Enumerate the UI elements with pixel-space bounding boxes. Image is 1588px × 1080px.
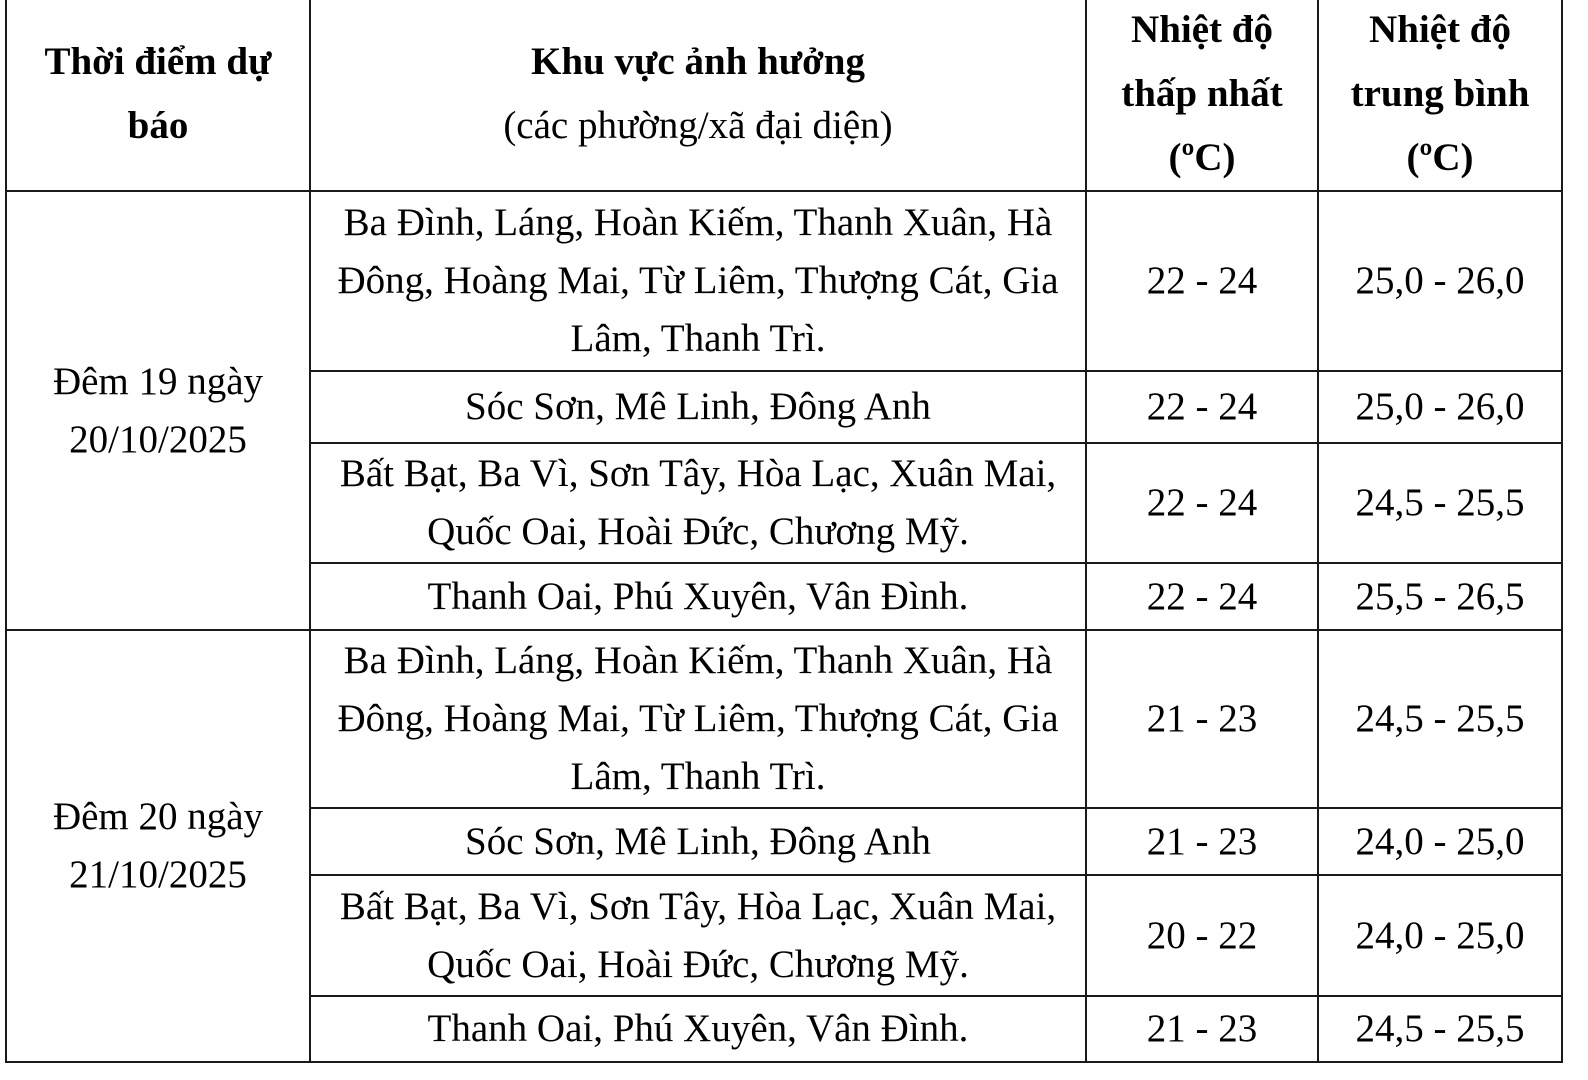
avg-temp-cell: 24,5 - 25,5 bbox=[1318, 996, 1562, 1062]
area-cell: Ba Đình, Láng, Hoàn Kiếm, Thanh Xuân, Hà Đông, Hoàng Mai, Từ Liêm, Thượng Cát, Gia Lâm, Thanh Trì. bbox=[310, 191, 1086, 371]
min-temp-cell: 20 - 22 bbox=[1086, 875, 1318, 996]
min-temp-cell: 22 - 24 bbox=[1086, 443, 1318, 563]
min-temp-cell: 21 - 23 bbox=[1086, 808, 1318, 875]
avg-temp-cell: 25,0 - 26,0 bbox=[1318, 191, 1562, 371]
min-temp-cell: 22 - 24 bbox=[1086, 191, 1318, 371]
avg-temp-cell: 25,0 - 26,0 bbox=[1318, 371, 1562, 443]
area-cell: Ba Đình, Láng, Hoàn Kiếm, Thanh Xuân, Hà Đông, Hoàng Mai, Từ Liêm, Thượng Cát, Gia Lâm, Thanh Trì. bbox=[310, 630, 1086, 808]
area-cell: Bất Bạt, Ba Vì, Sơn Tây, Hòa Lạc, Xuân Mai, Quốc Oai, Hoài Đức, Chương Mỹ. bbox=[310, 443, 1086, 563]
avg-temp-cell: 25,5 - 26,5 bbox=[1318, 563, 1562, 630]
header-time: Thời điểm dự báo bbox=[6, 0, 310, 191]
area-cell: Thanh Oai, Phú Xuyên, Vân Đình. bbox=[310, 996, 1086, 1062]
avg-temp-cell: 24,0 - 25,0 bbox=[1318, 875, 1562, 996]
forecast-table bbox=[5, 0, 1563, 1063]
group-time: Đêm 19 ngày 20/10/2025 bbox=[6, 191, 310, 630]
area-cell: Sóc Sơn, Mê Linh, Đông Anh bbox=[310, 371, 1086, 443]
area-cell: Sóc Sơn, Mê Linh, Đông Anh bbox=[310, 808, 1086, 875]
min-temp-cell: 21 - 23 bbox=[1086, 996, 1318, 1062]
header-area-title: Khu vực ảnh hưởng bbox=[531, 40, 865, 83]
area-cell: Bất Bạt, Ba Vì, Sơn Tây, Hòa Lạc, Xuân Mai, Quốc Oai, Hoài Đức, Chương Mỹ. bbox=[310, 875, 1086, 996]
header-row bbox=[6, 0, 1562, 191]
header-area-subtitle: (các phường/xã đại diện) bbox=[503, 104, 893, 147]
avg-temp-cell: 24,0 - 25,0 bbox=[1318, 808, 1562, 875]
table-row bbox=[6, 191, 1562, 371]
group-time: Đêm 20 ngày 21/10/2025 bbox=[6, 630, 310, 1062]
table-row bbox=[6, 630, 1562, 808]
area-cell: Thanh Oai, Phú Xuyên, Vân Đình. bbox=[310, 563, 1086, 630]
avg-temp-cell: 24,5 - 25,5 bbox=[1318, 443, 1562, 563]
header-avg-temp: Nhiệt độ trung bình (ºC) bbox=[1318, 0, 1562, 191]
avg-temp-cell: 24,5 - 25,5 bbox=[1318, 630, 1562, 808]
header-min-temp: Nhiệt độ thấp nhất (ºC) bbox=[1086, 0, 1318, 191]
min-temp-cell: 22 - 24 bbox=[1086, 563, 1318, 630]
min-temp-cell: 22 - 24 bbox=[1086, 371, 1318, 443]
min-temp-cell: 21 - 23 bbox=[1086, 630, 1318, 808]
header-area bbox=[310, 0, 1086, 191]
